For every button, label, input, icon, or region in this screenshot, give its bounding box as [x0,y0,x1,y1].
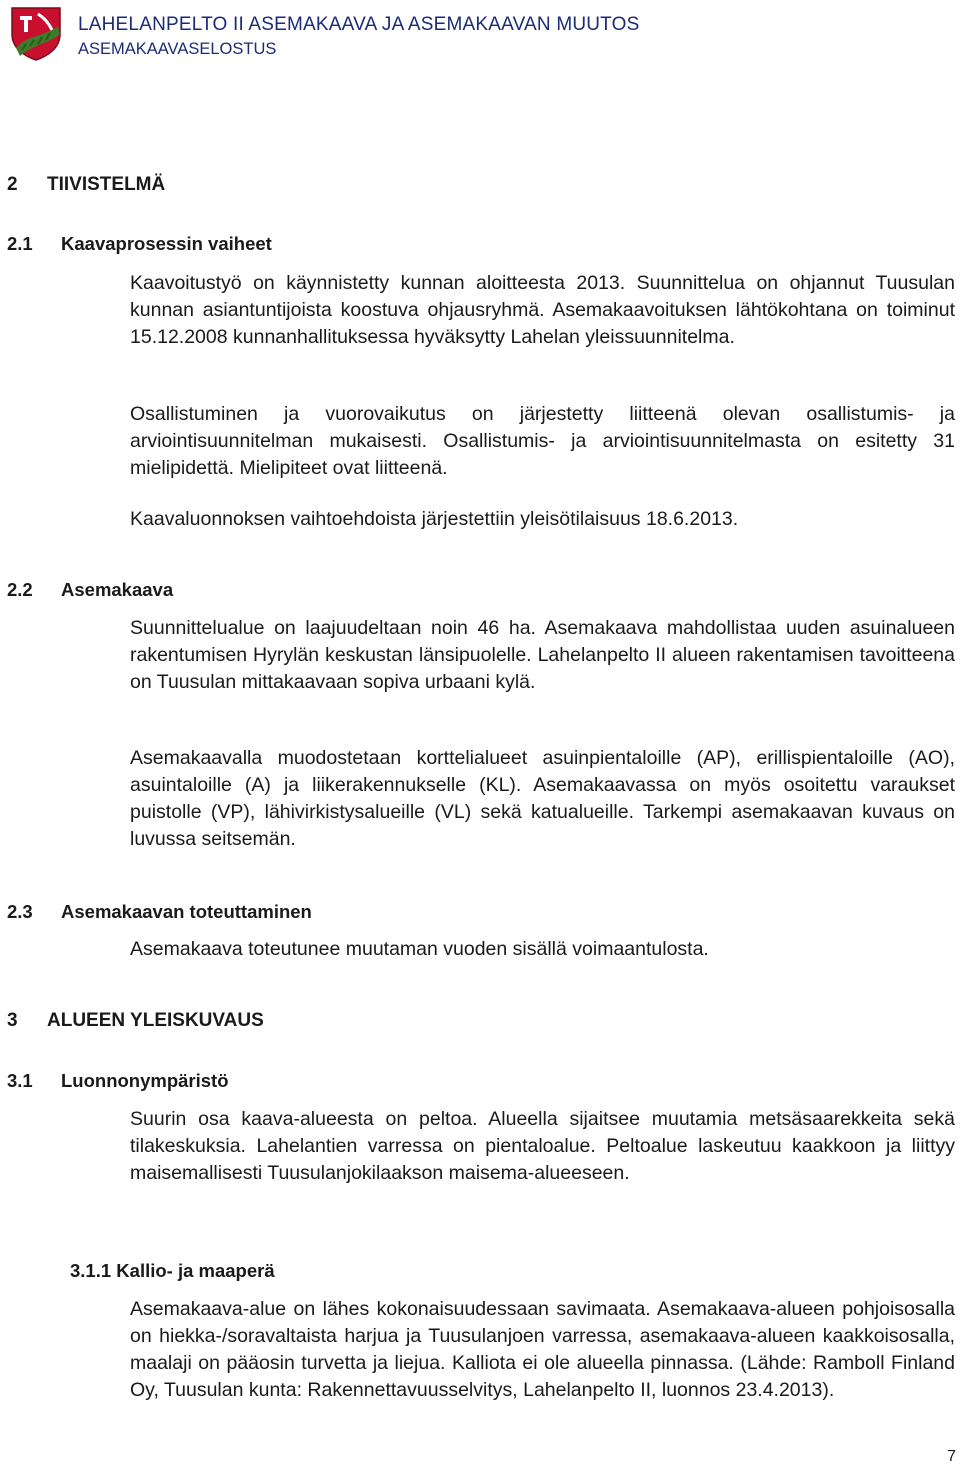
paragraph: Suurin osa kaava-alueesta on peltoa. Alueella sijaitsee muutamia metsäsaarekkeita sekä tilakeskuksia. Lahelantien varressa on pientaloalue. Peltoalue laskeutuu kaakkoon ja liittyy maisemallisesti Tuusulanjokilaakson maisema-alueeseen. [130,1108,955,1184]
section-number: 2.1 [7,233,33,254]
paragraph: Asemakaava-alue on lähes kokonaisuudessaan savimaata. Asemakaava-alueen pohjoisosalla on hiekka-/soravaltaista harjua ja Tuusulanjoen varressa, asemakaava-alueen kaakkoisosalla, maalaji on pääosin turvetta ja liejua. Kalliota ei ole alueella pinnassa. (Lähde: Ramboll Finland Oy, Tuusulan kunta: Rakennettavuusselvitys, Lahelanpelto II, luonnos 23.4.2013). [130,1298,955,1401]
paragraph: Kaavoitustyö on käynnistetty kunnan aloitteesta 2013. Suunnittelua on ohjannut Tuusulan kunnan asiantuntijoista koostuva ohjausryhmä. Asemakaavoituksen lähtökohtana on toiminut 15.12.2008 kunnanhallituksessa hyväksytty Lahelan yleissuunnitelma. [130,272,955,348]
document-header-title: LAHELANPELTO II ASEMAKAAVA JA ASEMAKAAVAN MUUTOS [78,14,640,35]
section-number: 2.2 [7,579,33,600]
section-title: Asemakaava [61,579,174,600]
section-number: 3 [7,1010,18,1031]
section-title: Asemakaavan toteuttaminen [61,901,312,922]
section-number: 2.3 [7,901,33,922]
section-title: Luonnonympäristö [61,1070,229,1091]
section-title: Kaavaprosessin vaiheet [61,233,272,254]
paragraph: Asemakaavalla muodostetaan korttelialueet asuinpientaloille (AP), erillispientaloille (AO), asuintaloille (A) ja liikerakennukselle (KL). Asemakaavassa on myös osoitettu varaukset puistolle (VP), lähivirkistysalueille (VL) sekä katualueille. Tarkempi asemakaavan kuvaus on luvussa seitsemän. [130,747,955,850]
section-heading-2-3 [7,901,312,923]
page-number: 7 [947,1448,956,1465]
paragraph: Osallistuminen ja vuorovaikutus on järjestetty liitteenä olevan osallistumis- ja arviointisuunnitelman mukaisesti. Osallistumis- ja arviointisuunnitelmasta on esitetty 31 mielipidettä. Mielipiteet ovat liitteenä. [130,403,955,479]
section-number: 3.1 [7,1070,33,1091]
section-heading-3-1-1 [70,1260,275,1282]
document-header-subtitle: ASEMAKAAVASELOSTUS [78,40,277,58]
section-number: 3.1.1 [70,1260,112,1281]
section-title: ALUEEN YLEISKUVAUS [47,1010,264,1031]
section-heading-3 [7,1010,264,1032]
paragraph: Kaavaluonnoksen vaihtoehdoista järjestettiin yleisötilaisuus 18.6.2013. [130,508,739,530]
section-heading-2-1 [7,233,272,255]
section-number: 2 [7,174,18,195]
paragraph: Suunnittelualue on laajuudeltaan noin 46 ha. Asemakaava mahdollistaa uuden asuinalueen rakentumisen Hyrylän keskustan länsipuolelle. Lahelanpelto II alueen rakentamisen tavoitteena on Tuusulan mittakaavaan sopiva urbaani kylä. [130,617,955,693]
municipal-coat-of-arms-icon [8,4,64,62]
section-heading-2 [7,174,165,196]
section-heading-3-1 [7,1070,229,1092]
section-title: TIIVISTELMÄ [47,174,166,195]
section-title: Kallio- ja maaperä [116,1260,275,1281]
section-heading-2-2 [7,579,173,601]
paragraph: Asemakaava toteutunee muutaman vuoden sisällä voimaantulosta. [130,938,709,960]
